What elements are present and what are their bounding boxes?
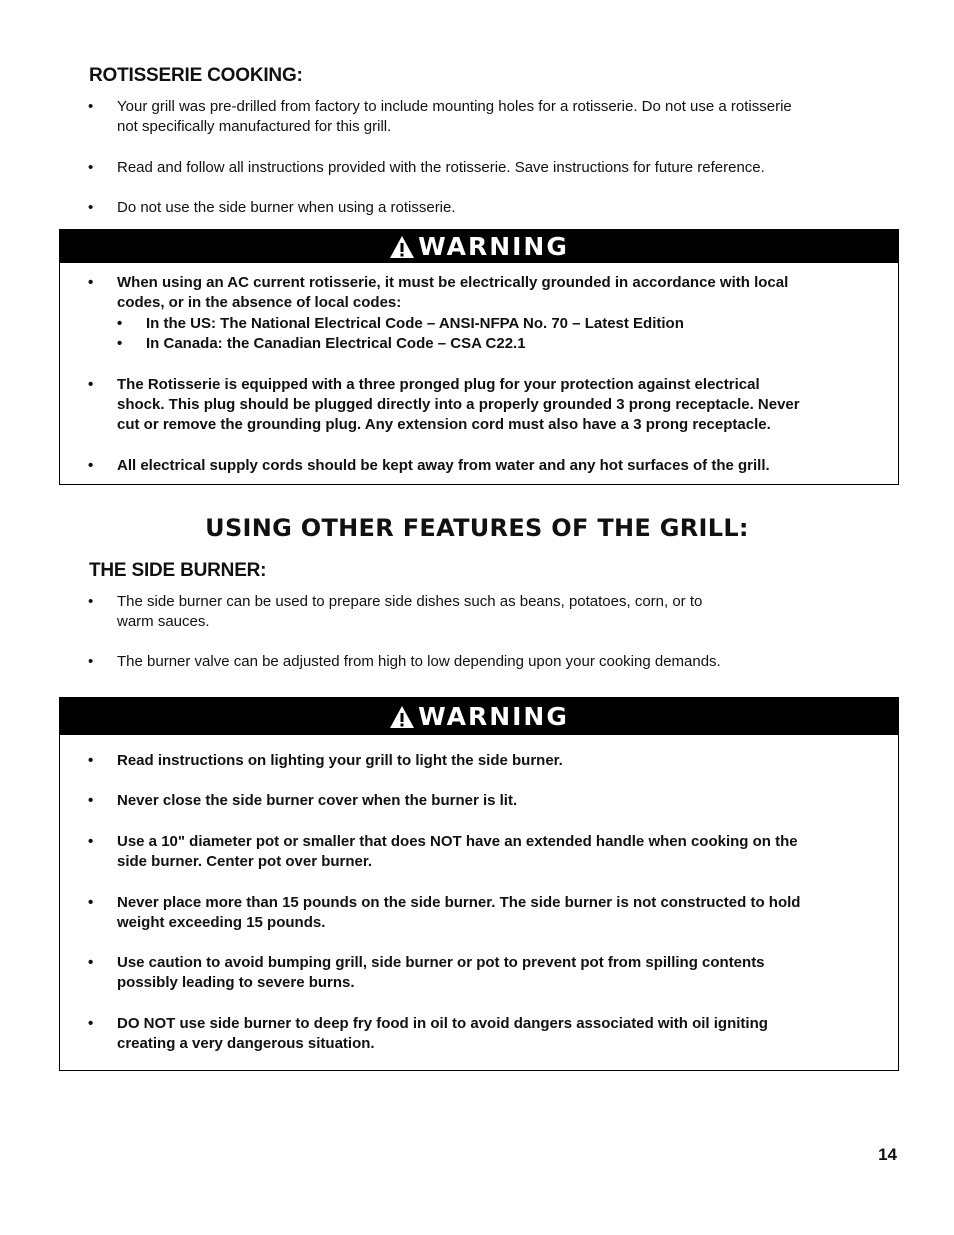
warning-header bbox=[60, 230, 898, 263]
warning-box bbox=[59, 229, 899, 485]
page-number: 14 bbox=[878, 1145, 897, 1164]
warning-triangle-icon bbox=[389, 705, 415, 729]
warning-triangle-icon bbox=[389, 235, 415, 259]
warning-title: WARNING bbox=[418, 702, 569, 731]
section-title: USING OTHER FEATURES OF THE GRILL: bbox=[205, 514, 749, 542]
warning-header bbox=[60, 698, 898, 735]
rotisserie-heading: ROTISSERIE COOKING: bbox=[89, 65, 303, 86]
side-burner-heading: THE SIDE BURNER: bbox=[89, 560, 267, 581]
warning-title: WARNING bbox=[418, 232, 569, 261]
